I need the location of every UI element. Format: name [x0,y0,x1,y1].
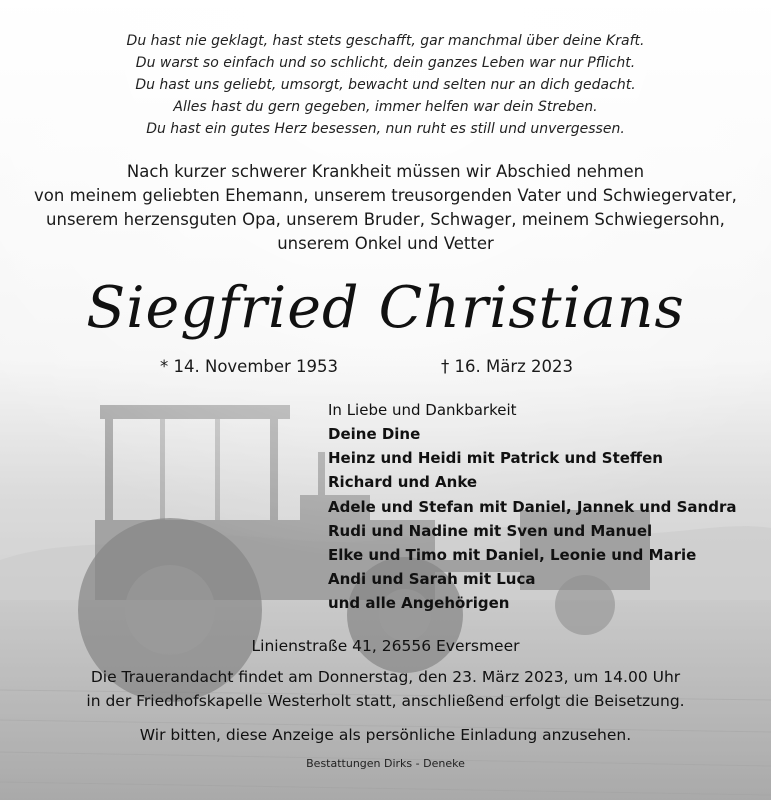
service-details [0,665,771,713]
birth-date: * 14. November 1953 [160,357,339,376]
death-date: † 16. März 2023 [441,357,574,376]
mourner-family: Andi und Sarah mit Luca [328,570,536,589]
invitation-note: Wir bitten, diese Anzeige als persönliche Einladung anzusehen. [139,726,632,744]
service-line: Die Trauerandacht findet am Donnerstag, den 23. März 2023, um 14.00 Uhr [90,668,681,686]
service-line: in der Friedhofskapelle Westerholt statt, anschließend erfolgt die Beisetzung. [86,692,685,710]
mourner-family: und alle Angehörigen [328,594,510,613]
mourner-family: Rudi und Nadine mit Sven und Manuel [328,521,653,540]
announcement-line: unserem Onkel und Vetter [277,234,494,253]
mourner-family: Elke und Timo mit Daniel, Leonie und Marie [328,546,697,565]
mourner-family: Heinz und Heidi mit Patrick und Steffen [328,449,663,468]
poem-line: Du hast uns geliebt, umsorgt, bewacht und selten nur an dich gedacht. [135,77,636,93]
poem-line: Du hast ein gutes Herz besessen, nun ruht es still und unvergessen. [146,121,625,137]
mourners-list [328,398,736,616]
poem-line: Alles hast du gern gegeben, immer helfen war dein Streben. [173,99,598,115]
poem-line: Du warst so einfach und so schlicht, dein ganzes Leben war nur Pflicht. [135,55,636,71]
poem-line: Du hast nie geklagt, hast stets geschafft, gar manchmal über deine Kraft. [126,33,645,49]
deceased-name: Siegfried Christians [86,275,685,341]
mourner-family: Adele und Stefan mit Daniel, Jannek und Sandra [328,497,737,516]
funeral-home: Bestattungen Dirks - Deneke [306,757,465,770]
mourners-greeting: In Liebe und Dankbarkeit [328,401,517,419]
mourner-family: Deine Dine [328,425,421,443]
mourner-family: Richard und Anke [328,473,478,492]
family-address: Linienstraße 41, 26556 Eversmeer [251,637,520,655]
announcement-line: von meinem geliebten Ehemann, unserem treusorgenden Vater und Schwiegervater, [34,186,737,205]
announcement-line: unserem herzensguten Opa, unserem Bruder, Schwager, meinem Schwiegersohn, [46,210,725,229]
announcement-text [0,160,771,256]
memorial-poem [0,30,771,140]
announcement-line: Nach kurzer schwerer Krankheit müssen wir Abschied nehmen [126,162,645,181]
